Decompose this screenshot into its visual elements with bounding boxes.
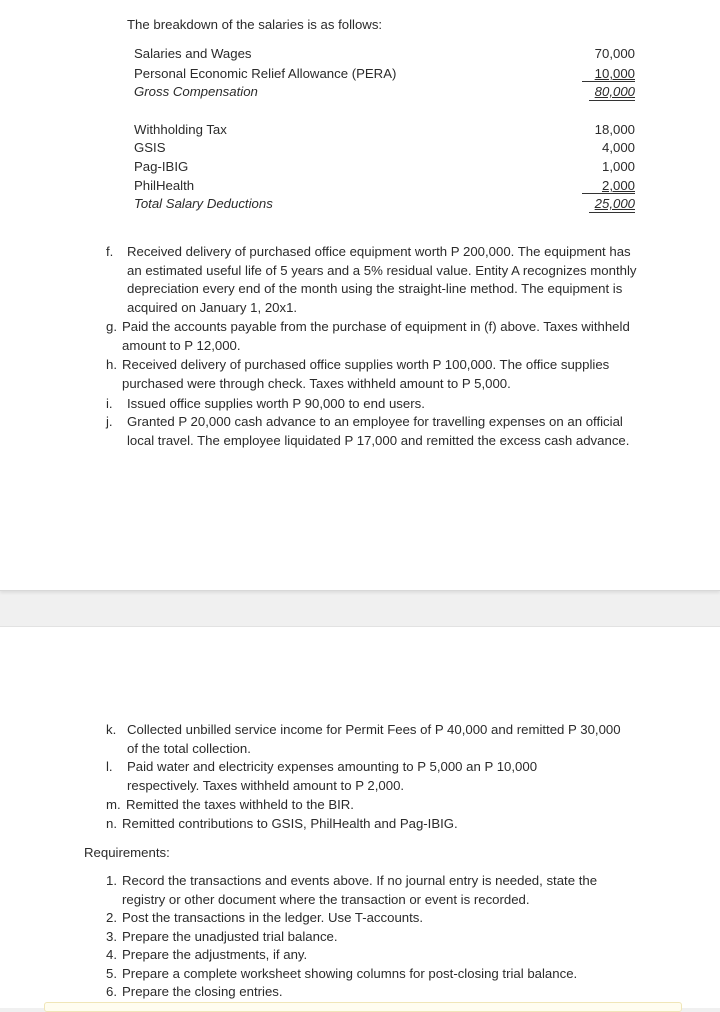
item-marker: 5. xyxy=(106,966,117,981)
table-value: 2,000 xyxy=(601,178,635,193)
table-total-value: 80,000 xyxy=(594,84,635,99)
table-total-label: Total Salary Deductions xyxy=(134,196,273,211)
list-item: Prepare the adjustments, if any. xyxy=(122,947,308,962)
table-value: 10,000 xyxy=(594,66,635,81)
list-item: Received delivery of purchased office supplies worth P 100,000. The office supplies purchased were through check. Taxes withheld amount to P 5,000. xyxy=(122,357,610,391)
table-label: PhilHealth xyxy=(134,178,195,193)
item-marker: h. xyxy=(106,357,117,372)
item-marker: 4. xyxy=(106,947,117,962)
list-item: Post the transactions in the ledger. Use T-accounts. xyxy=(122,910,424,925)
table-label: Salaries and Wages xyxy=(134,46,252,61)
list-item xyxy=(122,318,637,355)
table-label: Pag-IBIG xyxy=(134,159,189,174)
list-item-text: Paid the accounts payable from the purchase of equipment in (f) above. Taxes withheld amount to P 12,000. xyxy=(122,319,630,353)
item-marker: g. xyxy=(106,319,117,334)
document-page-2 xyxy=(0,626,720,1008)
list-item: Collected unbilled service income for Permit Fees of P 40,000 and remitted P 30,000 of the total collection. xyxy=(127,722,621,756)
table-value: 70,000 xyxy=(594,46,635,61)
underline-rule xyxy=(589,212,635,213)
list-item-text: Record the transactions and events above. If no journal entry is needed, state the registry or other document where the transaction or event is recorded. xyxy=(122,873,598,907)
table-total-label: Gross Compensation xyxy=(134,84,258,99)
item-marker: 1. xyxy=(106,873,117,888)
underline-rule xyxy=(589,100,635,101)
list-item xyxy=(122,872,632,909)
item-marker: n. xyxy=(106,816,117,831)
item-marker: f. xyxy=(106,244,114,259)
list-item: Paid water and electricity expenses amounting to P 5,000 an P 10,000 respectively. Taxes withheld amount to P 2,000. xyxy=(127,759,538,793)
intro-text: The breakdown of the salaries is as follows: xyxy=(127,17,383,32)
list-item: Remitted contributions to GSIS, PhilHealth and Pag-IBIG. xyxy=(122,816,458,831)
table-value: 18,000 xyxy=(594,122,635,137)
table-label: Personal Economic Relief Allowance (PERA) xyxy=(134,66,397,81)
item-marker: l. xyxy=(106,759,113,774)
item-marker: 2. xyxy=(106,910,117,925)
item-marker: j. xyxy=(106,414,113,429)
table-value: 4,000 xyxy=(601,140,635,155)
item-marker: 6. xyxy=(106,984,117,999)
item-marker: 3. xyxy=(106,929,117,944)
list-item: Prepare the closing entries. xyxy=(122,984,283,999)
underline-rule xyxy=(582,193,635,194)
table-value: 1,000 xyxy=(601,159,635,174)
list-item: Remitted the taxes withheld to the BIR. xyxy=(126,797,354,812)
item-marker: i. xyxy=(106,396,113,411)
underline-rule xyxy=(582,81,635,82)
list-item: Received delivery of purchased office equipment worth P 200,000. The equipment has an estimated useful life of 5 years and a 5% residual value. Entity A recognizes monthly depreciation every end of the month using the straight-line method. The equipment is acquired on January 1, 20x1. xyxy=(127,244,637,316)
table-label: Withholding Tax xyxy=(134,122,227,137)
requirements-heading: Requirements: xyxy=(84,845,170,860)
table-label: GSIS xyxy=(134,140,166,155)
list-item: Issued office supplies worth P 90,000 to end users. xyxy=(127,396,425,411)
answer-box-edge xyxy=(44,1002,682,1012)
table-total-value: 25,000 xyxy=(594,196,635,211)
list-item: Granted P 20,000 cash advance to an employee for travelling expenses on an official local travel. The employee liquidated P 17,000 and remitted the excess cash advance. xyxy=(127,414,630,448)
list-item: Prepare the unadjusted trial balance. xyxy=(122,929,338,944)
list-item: Prepare a complete worksheet showing columns for post-closing trial balance. xyxy=(122,966,578,981)
item-marker: m. xyxy=(106,797,121,812)
item-marker: k. xyxy=(106,722,117,737)
